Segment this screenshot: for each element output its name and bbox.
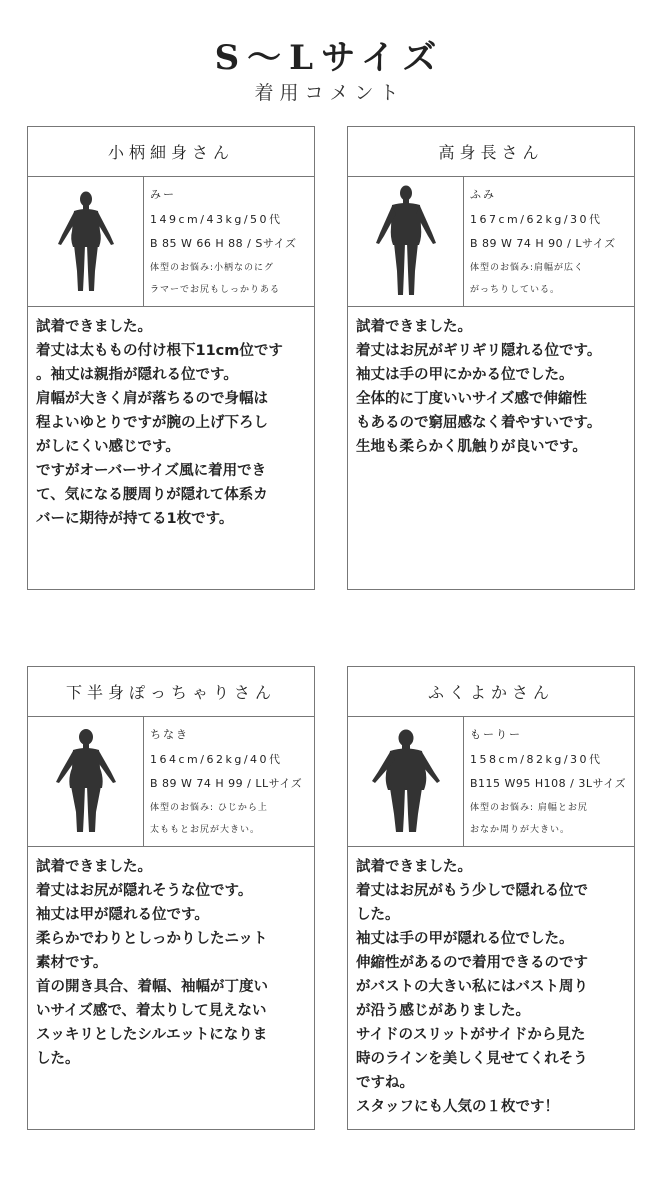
- body-silhouette-icon: [28, 717, 144, 846]
- comment-line: 袖丈は手の甲が隠れる位でした。: [356, 931, 574, 947]
- comment-line: ですがオーバーサイズ風に着用でき: [36, 463, 267, 479]
- card-pear-shape: [27, 666, 315, 1130]
- comment-line: 袖丈は手の甲にかかる位でした。: [356, 367, 574, 383]
- comment-line: 着丈はお尻がもう少しで隠れる位で: [356, 883, 588, 899]
- comment-line: サイドのスリットがサイドから見た: [356, 1027, 586, 1043]
- profile-size: B115 W95 H108 / 3Lサイズ: [470, 777, 627, 790]
- comment-line: がしにくい感じです。: [36, 439, 180, 455]
- profile-size: B 89 W 74 H 90 / Lサイズ: [470, 237, 616, 250]
- profile-stats: 158cm/82kg/30代: [470, 753, 603, 766]
- profile-row: [28, 717, 314, 847]
- profile-worry-1: 体型のお悩み:小柄なのにグ: [150, 263, 275, 273]
- profile-stats: 164cm/62kg/40代: [150, 753, 283, 766]
- profile-info: [150, 185, 310, 301]
- profile-row: [348, 717, 634, 847]
- comment-line: 着丈は太ももの付け根下11cm位です: [36, 343, 283, 359]
- comment-line: 首の開き具合、着幅、袖幅が丁度い: [36, 979, 268, 995]
- profile-worry-2: ラマーでお尻もしっかりある: [150, 285, 281, 295]
- comment-line: した。: [356, 907, 400, 923]
- comment-line: 試着できました。: [356, 319, 472, 335]
- comment-line: 時のラインを美しく見せてくれそう: [356, 1051, 588, 1067]
- comment-line: 袖丈は甲が隠れる位です。: [36, 907, 209, 923]
- comment-line: 着丈はお尻が隠れそうな位です。: [36, 883, 253, 899]
- comment-text: [36, 315, 310, 531]
- comment-line: もあるので窮屈感なく着やすいです。: [356, 415, 602, 431]
- comment-line: 試着できました。: [36, 319, 152, 335]
- comment-text: [356, 315, 630, 459]
- profile-worry-1: 体型のお悩み: 肩幅とお尻: [470, 803, 588, 813]
- profile-name: ふみ: [470, 188, 496, 201]
- comment-line: て、気になる腰周りが隠れて体系カ: [36, 487, 268, 503]
- card-petite-slim: [27, 126, 315, 590]
- body-silhouette-icon: [348, 177, 464, 306]
- profile-name: ちなき: [150, 728, 189, 741]
- profile-row: [348, 177, 634, 307]
- comment-line: 試着できました。: [356, 859, 472, 875]
- profile-info: [470, 185, 630, 301]
- profile-info: [150, 725, 310, 841]
- card-heading: 下半身ぽっちゃりさん: [28, 667, 314, 717]
- profile-stats: 167cm/62kg/30代: [470, 213, 603, 226]
- comment-line: した。: [36, 1051, 80, 1067]
- card-heading: 高身長さん: [348, 127, 634, 177]
- comment-line: が沿う感じがありました。: [356, 1003, 530, 1019]
- comment-line: スタッフにも人気の１枚です！: [356, 1099, 559, 1115]
- profile-info: [470, 725, 630, 841]
- comment-line: 伸縮性があるので着用できるのです: [356, 955, 588, 971]
- card-heading: 小柄細身さん: [28, 127, 314, 177]
- card-plump: [347, 666, 635, 1130]
- comment-text: [36, 855, 310, 1071]
- profile-name: みー: [150, 188, 176, 201]
- comment-line: いサイズ感で、着太りして見えない: [36, 1003, 267, 1019]
- profile-size: B 89 W 74 H 99 / LLサイズ: [150, 777, 303, 790]
- profile-name: もーりー: [470, 728, 522, 741]
- comment-line: スッキリとしたシルエットになりま: [36, 1027, 268, 1043]
- profile-worry-1: 体型のお悩み: ひじから上: [150, 803, 268, 813]
- comment-line: 試着できました。: [36, 859, 152, 875]
- card-heading: ふくよかさん: [348, 667, 634, 717]
- profile-worry-1: 体型のお悩み:肩幅が広く: [470, 263, 585, 273]
- comment-line: 。袖丈は親指が隠れる位です。: [36, 367, 238, 383]
- body-silhouette-icon: [348, 717, 464, 846]
- comment-line: ですね。: [356, 1075, 414, 1091]
- page-title: S～Lサイズ: [214, 38, 445, 78]
- comment-line: 生地も柔らかく肌触りが良いです。: [356, 439, 587, 455]
- comment-line: 柔らかでわりとしっかりしたニット: [36, 931, 268, 947]
- profile-row: [28, 177, 314, 307]
- profile-worry-2: おなか周りが大きい。: [470, 825, 571, 835]
- comment-text: [356, 855, 630, 1119]
- page-subtitle: 着用コメント: [254, 82, 405, 104]
- profile-stats: 149cm/43kg/50代: [150, 213, 283, 226]
- profile-size: B 85 W 66 H 88 / Sサイズ: [150, 237, 297, 250]
- comment-line: 着丈はお尻がギリギリ隠れる位です。: [356, 343, 602, 359]
- comment-line: 素材です。: [36, 955, 108, 971]
- comment-line: がバストの大きい私にはバスト周り: [356, 979, 588, 995]
- comment-line: 程よいゆとりですが腕の上げ下ろし: [36, 415, 268, 431]
- comment-line: バーに期待が持てる1枚です。: [36, 511, 234, 527]
- comment-line: 肩幅が大きく肩が落ちるので身幅は: [36, 391, 268, 407]
- body-silhouette-icon: [28, 177, 144, 306]
- profile-worry-2: がっちりしている。: [470, 285, 561, 295]
- profile-worry-2: 太ももとお尻が大きい。: [150, 825, 261, 835]
- card-tall: [347, 126, 635, 590]
- comment-line: 全体的に丁度いいサイズ感で伸縮性: [356, 391, 587, 407]
